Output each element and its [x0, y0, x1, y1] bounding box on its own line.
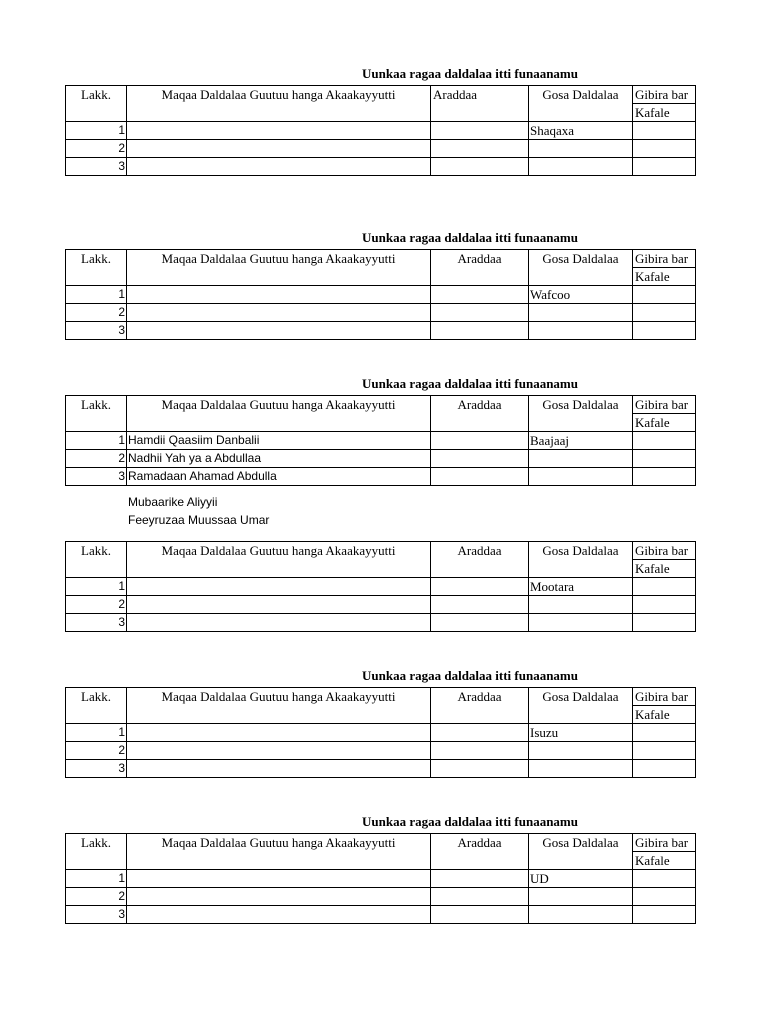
- row-number[interactable]: 1: [66, 286, 127, 304]
- header-maqaa: Maqaa Daldalaa Guutuu hanga Akaakayyutti: [127, 834, 431, 870]
- table-row: [66, 432, 696, 450]
- header-gosa: Gosa Daldalaa: [529, 688, 633, 724]
- gosa-cell[interactable]: [529, 140, 633, 158]
- form-title: Uunkaa ragaa daldalaa itti funaanamu: [362, 814, 578, 829]
- gibira-cell[interactable]: [633, 304, 696, 322]
- header-kafale: Kafale: [633, 706, 696, 724]
- header-lakk: Lakk.: [66, 688, 127, 724]
- gosa-cell[interactable]: [529, 596, 633, 614]
- table-row: [66, 888, 696, 906]
- header-maqaa: Maqaa Daldalaa Guutuu hanga Akaakayyutti: [127, 250, 431, 286]
- trader-name-cell[interactable]: Ramadaan Ahamad Abdulla: [127, 468, 431, 486]
- gibira-cell[interactable]: [633, 760, 696, 778]
- form-block: [65, 541, 695, 632]
- araddaa-cell[interactable]: [431, 304, 529, 322]
- trader-name-cell[interactable]: [127, 596, 431, 614]
- araddaa-cell[interactable]: [431, 140, 529, 158]
- form-block: [65, 814, 695, 924]
- header-lakk: Lakk.: [66, 250, 127, 286]
- header-gibira: Gibira bar: [633, 834, 696, 852]
- table-row: [66, 870, 696, 888]
- gibira-cell[interactable]: [633, 614, 696, 632]
- gibira-cell[interactable]: [633, 140, 696, 158]
- trader-name-cell[interactable]: [127, 122, 431, 140]
- row-number[interactable]: 1: [66, 122, 127, 140]
- header-row: [66, 834, 696, 852]
- trader-name-cell[interactable]: [127, 578, 431, 596]
- extra-trader-name: Feeyruzaa Muussaa Umar: [128, 513, 270, 527]
- header-maqaa: Maqaa Daldalaa Guutuu hanga Akaakayyutti: [127, 688, 431, 724]
- form-title: Uunkaa ragaa daldalaa itti funaanamu: [362, 230, 578, 245]
- header-lakk: Lakk.: [66, 834, 127, 870]
- header-maqaa: Maqaa Daldalaa Guutuu hanga Akaakayyutti: [127, 86, 431, 122]
- araddaa-cell[interactable]: [431, 122, 529, 140]
- gosa-cell[interactable]: [529, 742, 633, 760]
- table-row: [66, 724, 696, 742]
- header-kafale: Kafale: [633, 104, 696, 122]
- trader-name-cell[interactable]: [127, 286, 431, 304]
- gosa-cell[interactable]: [529, 322, 633, 340]
- trader-name-cell[interactable]: [127, 870, 431, 888]
- gibira-cell[interactable]: [633, 450, 696, 468]
- gibira-cell[interactable]: [633, 468, 696, 486]
- trader-name-cell[interactable]: [127, 304, 431, 322]
- header-kafale: Kafale: [633, 268, 696, 286]
- header-gibira: Gibira bar: [633, 250, 696, 268]
- trader-name-cell[interactable]: [127, 322, 431, 340]
- table-row: [66, 468, 696, 486]
- araddaa-cell[interactable]: [431, 596, 529, 614]
- record-table: [65, 833, 696, 924]
- header-kafale: Kafale: [633, 414, 696, 432]
- trader-name-cell[interactable]: Nadhii Yah ya a Abdullaa: [127, 450, 431, 468]
- gosa-cell[interactable]: [529, 158, 633, 176]
- header-gibira: Gibira bar: [633, 86, 696, 104]
- header-gibira: Gibira bar: [633, 542, 696, 560]
- table-row: [66, 596, 696, 614]
- table-row: [66, 140, 696, 158]
- gosa-cell[interactable]: Baajaaj: [529, 432, 633, 450]
- header-araddaa: Araddaa: [431, 396, 529, 432]
- araddaa-cell[interactable]: [431, 468, 529, 486]
- form-block: [65, 376, 695, 486]
- row-number[interactable]: 2: [66, 742, 127, 760]
- header-gosa: Gosa Daldalaa: [529, 86, 633, 122]
- header-row: [66, 396, 696, 414]
- araddaa-cell[interactable]: [431, 158, 529, 176]
- table-row: [66, 122, 696, 140]
- form-title: Uunkaa ragaa daldalaa itti funaanamu: [362, 668, 578, 683]
- araddaa-cell[interactable]: [431, 432, 529, 450]
- table-row: [66, 322, 696, 340]
- gosa-cell[interactable]: Shaqaxa: [529, 122, 633, 140]
- araddaa-cell[interactable]: [431, 286, 529, 304]
- extra-trader-name: Mubaarike Aliyyii: [128, 495, 218, 509]
- gibira-cell[interactable]: [633, 888, 696, 906]
- table-row: [66, 304, 696, 322]
- row-number[interactable]: 3: [66, 158, 127, 176]
- araddaa-cell[interactable]: [431, 322, 529, 340]
- araddaa-cell[interactable]: [431, 450, 529, 468]
- row-number[interactable]: 1: [66, 724, 127, 742]
- row-number[interactable]: 2: [66, 304, 127, 322]
- gibira-cell[interactable]: [633, 742, 696, 760]
- trader-name-cell[interactable]: [127, 724, 431, 742]
- row-number[interactable]: 3: [66, 614, 127, 632]
- header-araddaa: Araddaa: [431, 834, 529, 870]
- form-block: [65, 230, 695, 340]
- araddaa-cell[interactable]: [431, 724, 529, 742]
- header-gosa: Gosa Daldalaa: [529, 834, 633, 870]
- gosa-cell[interactable]: [529, 468, 633, 486]
- gibira-cell[interactable]: [633, 322, 696, 340]
- record-table: [65, 85, 696, 176]
- header-araddaa: Araddaa: [431, 86, 529, 122]
- header-gibira: Gibira bar: [633, 688, 696, 706]
- record-table: [65, 249, 696, 340]
- gosa-cell[interactable]: [529, 304, 633, 322]
- trader-name-cell[interactable]: [127, 742, 431, 760]
- header-row: [66, 688, 696, 706]
- araddaa-cell[interactable]: [431, 760, 529, 778]
- gibira-cell[interactable]: [633, 578, 696, 596]
- gosa-cell[interactable]: [529, 760, 633, 778]
- gosa-cell[interactable]: [529, 614, 633, 632]
- table-row: [66, 906, 696, 924]
- form-block: [65, 668, 695, 778]
- header-kafale: Kafale: [633, 852, 696, 870]
- form-title: Uunkaa ragaa daldalaa itti funaanamu: [362, 376, 578, 391]
- row-number[interactable]: 1: [66, 432, 127, 450]
- header-araddaa: Araddaa: [431, 250, 529, 286]
- gosa-cell[interactable]: [529, 450, 633, 468]
- header-lakk: Lakk.: [66, 396, 127, 432]
- gibira-cell[interactable]: [633, 870, 696, 888]
- table-row: [66, 158, 696, 176]
- header-lakk: Lakk.: [66, 86, 127, 122]
- row-number[interactable]: 2: [66, 450, 127, 468]
- form-block: [65, 66, 695, 176]
- row-number[interactable]: 3: [66, 468, 127, 486]
- table-row: [66, 614, 696, 632]
- araddaa-cell[interactable]: [431, 742, 529, 760]
- header-araddaa: Araddaa: [431, 688, 529, 724]
- row-number[interactable]: 3: [66, 322, 127, 340]
- trader-name-cell[interactable]: [127, 888, 431, 906]
- table-row: [66, 286, 696, 304]
- header-gosa: Gosa Daldalaa: [529, 542, 633, 578]
- gibira-cell[interactable]: [633, 432, 696, 450]
- header-kafale: Kafale: [633, 560, 696, 578]
- trader-name-cell[interactable]: [127, 760, 431, 778]
- header-row: [66, 250, 696, 268]
- gosa-cell[interactable]: [529, 888, 633, 906]
- header-row: [66, 542, 696, 560]
- table-row: [66, 450, 696, 468]
- record-table: [65, 395, 696, 486]
- record-table: [65, 687, 696, 778]
- table-row: [66, 760, 696, 778]
- row-number[interactable]: 2: [66, 888, 127, 906]
- araddaa-cell[interactable]: [431, 888, 529, 906]
- row-number[interactable]: 1: [66, 578, 127, 596]
- header-gosa: Gosa Daldalaa: [529, 396, 633, 432]
- header-gosa: Gosa Daldalaa: [529, 250, 633, 286]
- gosa-cell[interactable]: UD: [529, 870, 633, 888]
- gosa-cell[interactable]: Isuzu: [529, 724, 633, 742]
- gibira-cell[interactable]: [633, 158, 696, 176]
- row-number[interactable]: 2: [66, 140, 127, 158]
- row-number[interactable]: 2: [66, 596, 127, 614]
- gibira-cell[interactable]: [633, 906, 696, 924]
- header-lakk: Lakk.: [66, 542, 127, 578]
- trader-name-cell[interactable]: [127, 906, 431, 924]
- gosa-cell[interactable]: Wafcoo: [529, 286, 633, 304]
- header-maqaa: Maqaa Daldalaa Guutuu hanga Akaakayyutti: [127, 396, 431, 432]
- header-araddaa: Araddaa: [431, 542, 529, 578]
- gibira-cell[interactable]: [633, 286, 696, 304]
- row-number[interactable]: 3: [66, 906, 127, 924]
- trader-name-cell[interactable]: [127, 140, 431, 158]
- header-gibira: Gibira bar: [633, 396, 696, 414]
- araddaa-cell[interactable]: [431, 906, 529, 924]
- table-row: [66, 742, 696, 760]
- row-number[interactable]: 3: [66, 760, 127, 778]
- araddaa-cell[interactable]: [431, 614, 529, 632]
- trader-name-cell[interactable]: [127, 158, 431, 176]
- gosa-cell[interactable]: Mootara: [529, 578, 633, 596]
- gibira-cell[interactable]: [633, 596, 696, 614]
- record-table: [65, 541, 696, 632]
- trader-name-cell[interactable]: [127, 614, 431, 632]
- table-row: [66, 578, 696, 596]
- header-maqaa: Maqaa Daldalaa Guutuu hanga Akaakayyutti: [127, 542, 431, 578]
- araddaa-cell[interactable]: [431, 870, 529, 888]
- araddaa-cell[interactable]: [431, 578, 529, 596]
- header-row: [66, 86, 696, 104]
- trader-name-cell[interactable]: Hamdii Qaasiim Danbalii: [127, 432, 431, 450]
- row-number[interactable]: 1: [66, 870, 127, 888]
- form-title: Uunkaa ragaa daldalaa itti funaanamu: [362, 66, 578, 81]
- gibira-cell[interactable]: [633, 122, 696, 140]
- gosa-cell[interactable]: [529, 906, 633, 924]
- gibira-cell[interactable]: [633, 724, 696, 742]
